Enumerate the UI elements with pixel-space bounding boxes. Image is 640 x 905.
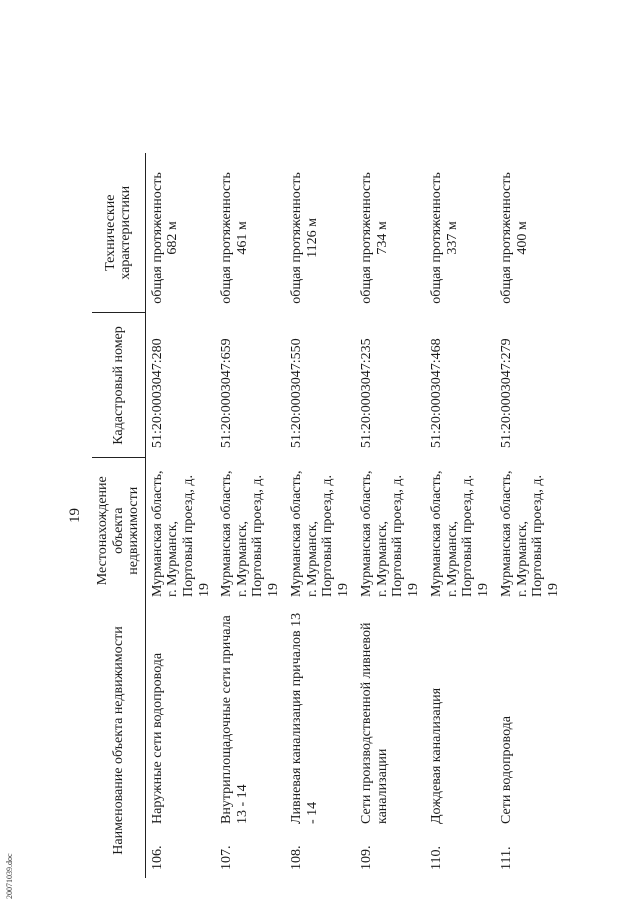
document-filename: 20071039.doc <box>5 853 14 899</box>
row-location <box>355 458 425 603</box>
row-location <box>285 458 355 603</box>
row-cadastral: 51:20:0003047:280 <box>149 338 165 448</box>
row-number: 111. <box>499 846 514 870</box>
row-technical <box>425 153 495 313</box>
row-number: 110. <box>429 846 444 870</box>
header-location: Местонахождение объекта недвижимости <box>92 458 145 603</box>
table-body <box>145 153 565 878</box>
row-number: 109. <box>359 845 374 870</box>
table-row <box>355 153 425 878</box>
location-city: г. Мурманск, <box>444 520 460 597</box>
table-row <box>425 153 495 878</box>
technical-label: общая протяженность <box>499 172 514 304</box>
row-name: Внутриплощадочные сети причала 13 - 14 <box>219 615 250 824</box>
property-table <box>92 153 565 878</box>
row-location <box>145 458 215 603</box>
technical-value: 1126 м <box>304 218 320 258</box>
table-row <box>495 153 565 878</box>
header-technical: Технические характеристики <box>92 153 145 313</box>
page-number: 19 <box>67 508 83 523</box>
technical-value: 400 м <box>514 221 530 255</box>
technical-label: общая протяженность <box>149 172 165 304</box>
technical-label: общая протяженность <box>359 172 374 304</box>
location-street: Портовый проезд, д. 19 <box>460 475 492 597</box>
location-region: Мурманская область, <box>429 470 444 597</box>
row-number: 106. <box>149 845 165 870</box>
technical-value: 337 м <box>444 221 460 255</box>
row-number: 108. <box>289 845 304 870</box>
row-name: Наружные сети водопровода <box>149 652 165 824</box>
location-city: г. Мурманск, <box>234 520 250 597</box>
row-name: Ливневая канализация причалов 13 - 14 <box>289 612 320 824</box>
table-row <box>145 153 215 878</box>
row-technical <box>285 153 355 313</box>
location-region: Мурманская область, <box>219 470 234 597</box>
row-name: Дождевая канализация <box>429 687 444 824</box>
technical-value: 461 м <box>234 221 250 255</box>
row-cadastral: 51:20:0003047:468 <box>429 338 444 448</box>
location-region: Мурманская область, <box>289 470 304 597</box>
location-region: Мурманская область, <box>149 470 165 597</box>
location-street: Портовый проезд, д. 19 <box>530 475 562 597</box>
technical-label: общая протяженность <box>219 172 234 304</box>
table-row <box>215 153 285 878</box>
row-technical <box>355 153 425 313</box>
row-name: Сети производственной ливневой канализации <box>359 622 390 824</box>
location-city: г. Мурманск, <box>514 520 530 597</box>
row-location <box>425 458 495 603</box>
row-cadastral: 51:20:0003047:550 <box>289 338 304 448</box>
row-name: Сети водопровода <box>499 715 514 824</box>
technical-label: общая протяженность <box>289 172 304 304</box>
technical-label: общая протяженность <box>429 172 444 304</box>
row-technical <box>215 153 285 313</box>
row-cadastral: 51:20:0003047:235 <box>359 338 374 448</box>
header-name: Наименование объекта недвижимости <box>92 603 145 878</box>
row-technical <box>495 153 565 313</box>
table-row <box>285 153 355 878</box>
row-number: 107. <box>219 845 234 870</box>
row-location <box>495 458 565 603</box>
location-street: Портовый проезд, д. 19 <box>320 475 352 597</box>
location-region: Мурманская область, <box>499 470 514 597</box>
technical-value: 682 м <box>165 221 181 255</box>
row-cadastral: 51:20:0003047:659 <box>219 338 234 448</box>
location-street: Портовый проезд, д. 19 <box>250 475 282 597</box>
location-city: г. Мурманск, <box>165 520 181 597</box>
row-cadastral: 51:20:0003047:279 <box>499 338 514 448</box>
row-technical <box>145 153 215 313</box>
rotated-page-content <box>57 153 567 878</box>
table-header-row <box>92 153 145 878</box>
header-cadastral: Кадастровый номер <box>92 313 145 458</box>
technical-value: 734 м <box>374 221 390 255</box>
location-city: г. Мурманск, <box>304 520 320 597</box>
row-location <box>215 458 285 603</box>
location-street: Портовый проезд, д. 19 <box>390 475 422 597</box>
location-street: Портовый проезд, д. 19 <box>180 475 212 597</box>
location-city: г. Мурманск, <box>374 520 390 597</box>
location-region: Мурманская область, <box>359 470 374 597</box>
